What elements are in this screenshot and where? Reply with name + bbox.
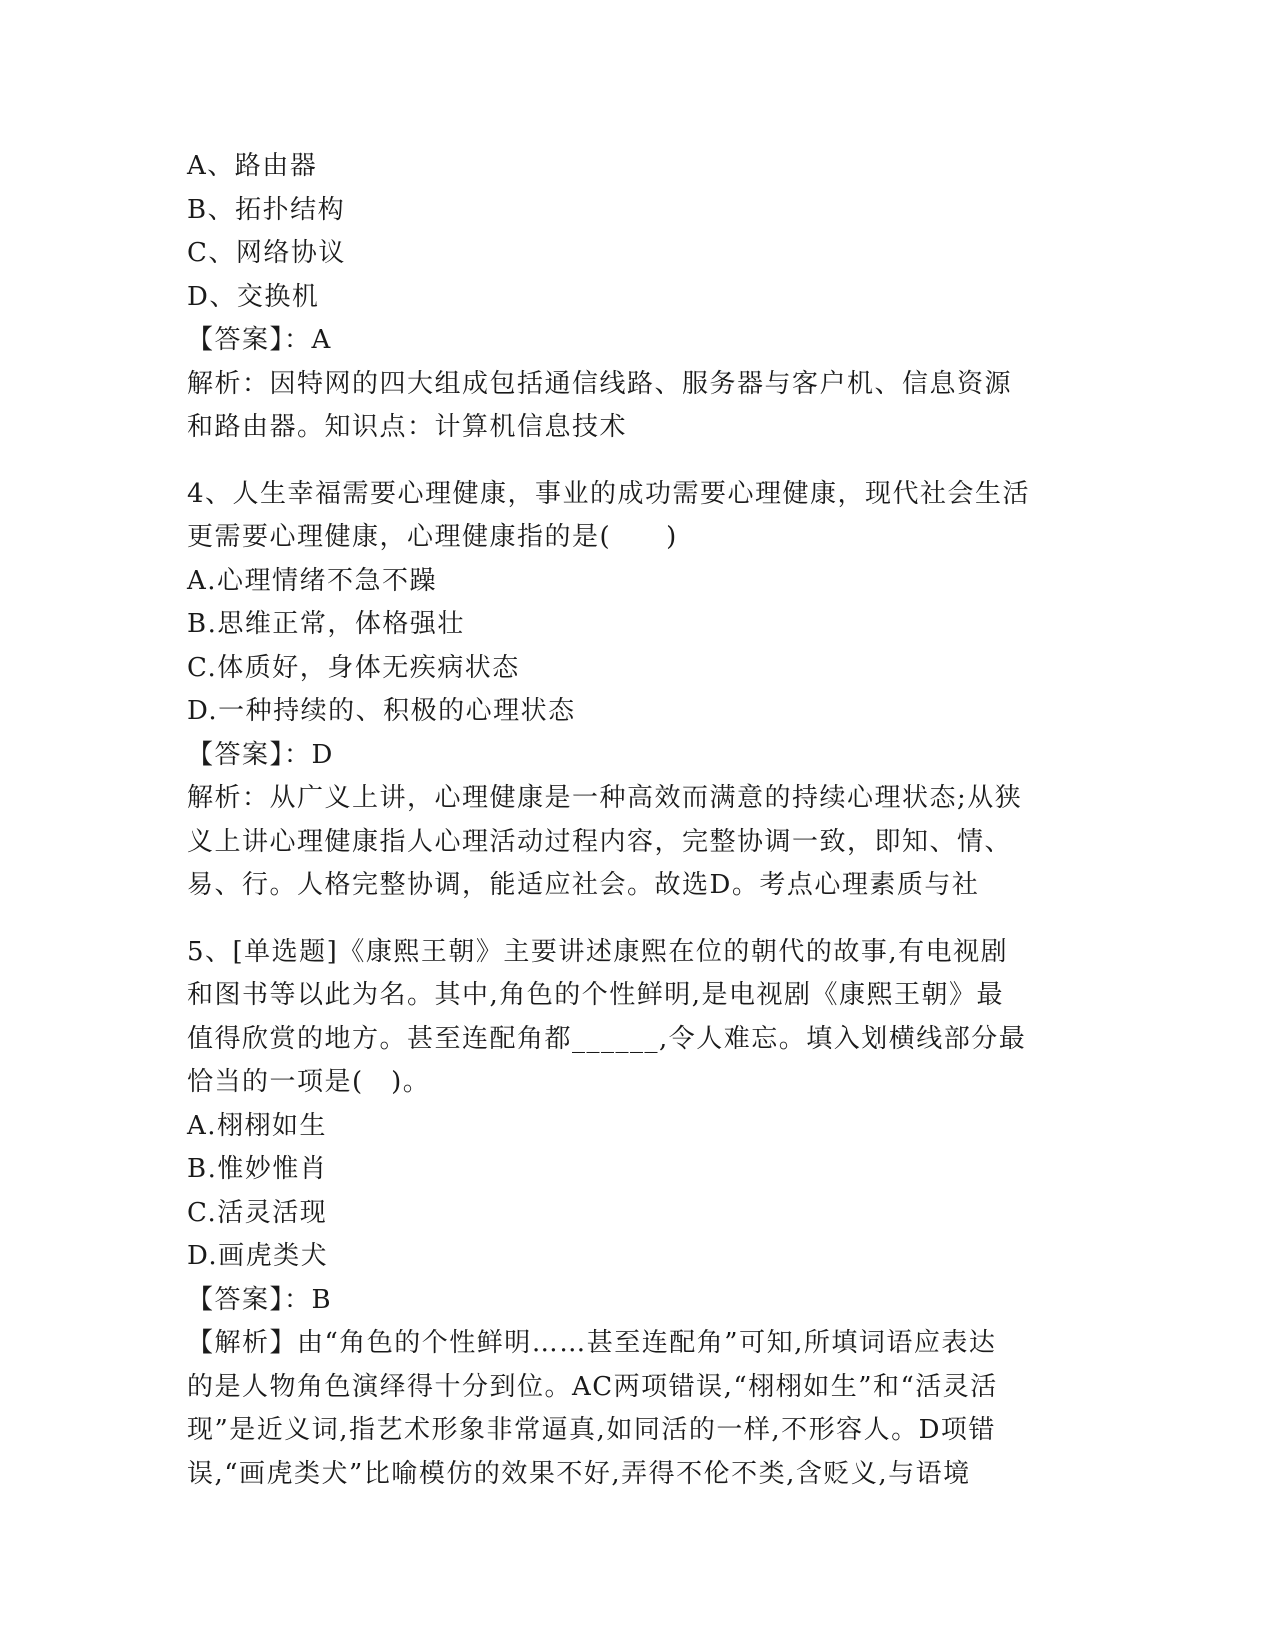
q5-option-c: C.活灵活现 — [187, 1197, 328, 1228]
q5-analysis-line: 【解析】由“角色的个性鲜明……甚至连配角”可知,所填词语应表达 — [187, 1328, 997, 1358]
q4-stem-line: 4、人生幸福需要心理健康，事业的成功需要心理健康，现代社会生活 — [187, 478, 1031, 509]
q5-stem-line: 值得欣赏的地方。甚至连配角都______,令人难忘。填入划横线部分最 — [187, 1023, 1027, 1054]
q3-answer: 【答案】：A — [187, 325, 332, 355]
question-spacer — [187, 908, 1087, 931]
q4-option-a: A.心理情绪不急不躁 — [187, 565, 438, 596]
q4-analysis-line: 解析：从广义上讲，心理健康是一种高效而满意的持续心理状态;从狭 — [187, 783, 1023, 813]
question-spacer — [187, 450, 1087, 473]
q4-option-c: C.体质好，身体无疾病状态 — [187, 652, 520, 683]
q3-analysis-line: 和路由器。知识点：计算机信息技术 — [187, 412, 628, 442]
q3-option-d: D、交换机 — [187, 281, 320, 312]
q3-option-a: A、路由器 — [187, 151, 318, 181]
q5-stem-line: 恰当的一项是( )。 — [187, 1067, 431, 1097]
question-5 — [187, 931, 1087, 1497]
document-page — [187, 145, 1087, 1496]
q4-option-b: B.思维正常，体格强壮 — [187, 609, 465, 639]
question-3 — [187, 145, 1087, 450]
q5-stem-line: 5、[单选题]《康熙王朝》主要讲述康熙在位的朝代的故事,有电视剧 — [187, 936, 1009, 967]
q5-option-b: B.惟妙惟肖 — [187, 1154, 328, 1184]
q5-option-a: A.栩栩如生 — [187, 1110, 328, 1141]
q3-option-b: B、拓扑结构 — [187, 194, 346, 225]
q5-analysis-line: 的是人物角色演绎得十分到位。AC两项错误,“栩栩如生”和“活灵活 — [187, 1371, 998, 1402]
q5-analysis-line: 现”是近义词,指艺术形象非常逼真,如同活的一样,不形容人。D项错 — [187, 1415, 996, 1445]
q5-analysis-line: 误,“画虎类犬”比喻模仿的效果不好,弄得不伦不类,含贬义,与语境 — [187, 1458, 971, 1489]
question-4 — [187, 473, 1087, 908]
q5-stem-line: 和图书等以此为名。其中,角色的个性鲜明,是电视剧《康熙王朝》最 — [187, 980, 1005, 1010]
q4-analysis-line: 义上讲心理健康指人心理活动过程内容，完整协调一致，即知、情、 — [187, 826, 1013, 857]
q4-option-d: D.一种持续的、积极的心理状态 — [187, 696, 576, 726]
q4-answer: 【答案】：D — [187, 739, 334, 770]
q3-option-c: C、网络协议 — [187, 238, 346, 268]
q4-analysis-line: 易、行。人格完整协调，能适应社会。故选D。考点心理素质与社 — [187, 870, 980, 900]
q4-stem-line: 更需要心理健康，心理健康指的是( ) — [187, 522, 678, 552]
q3-analysis-line: 解析：因特网的四大组成包括通信线路、服务器与客户机、信息资源 — [187, 368, 1013, 399]
q5-option-d: D.画虎类犬 — [187, 1241, 329, 1271]
q5-answer: 【答案】：B — [187, 1284, 333, 1315]
